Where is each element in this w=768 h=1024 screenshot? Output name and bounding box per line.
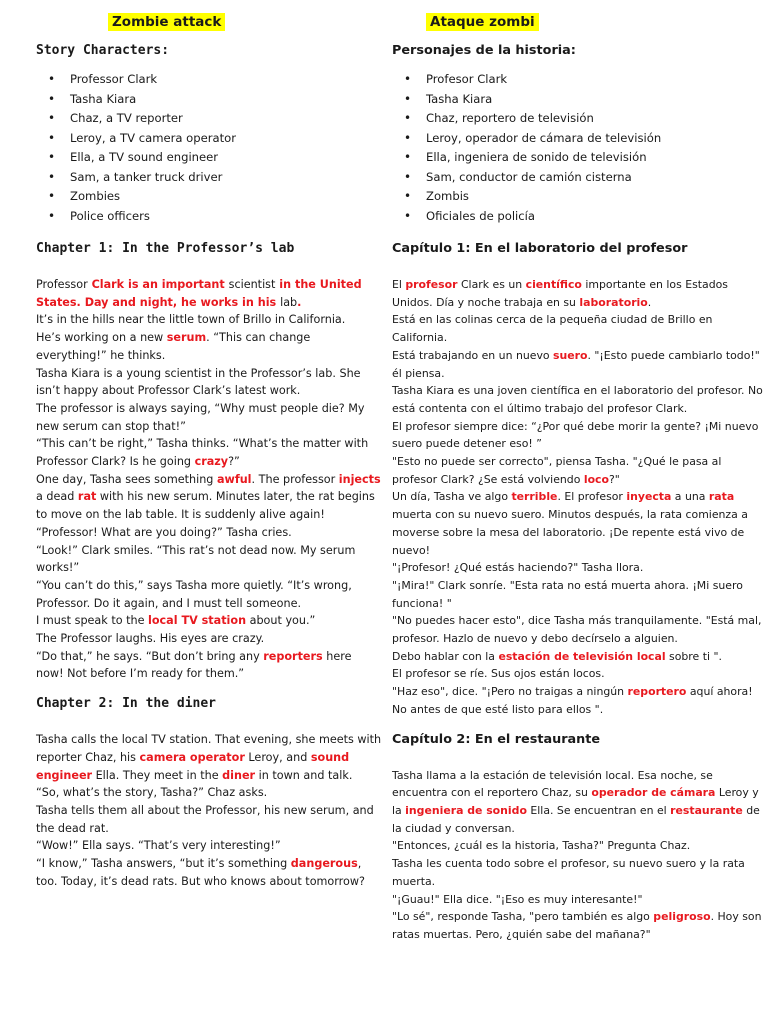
story-line [36, 471, 382, 524]
story-line [392, 559, 764, 577]
story-text: "Haz eso", dice. "¡Pero no traigas a ningún [392, 685, 628, 699]
story-text: “I know,” Tasha answers, “but it’s something [36, 857, 291, 871]
keyword: in the United States. Day and night, he works in his [36, 278, 362, 309]
spanish-column [392, 0, 764, 944]
spanish-chapter1-heading: Capítulo 1: En el laboratorio del profesor [392, 241, 688, 256]
story-text: Está en las colinas cerca de la pequeña ciudad de Brillo en California. [392, 313, 713, 345]
story-text: ?" [609, 472, 620, 486]
keyword: terrible [511, 490, 558, 504]
keyword: restaurante [670, 803, 743, 817]
story-text: One day, Tasha sees something [36, 472, 217, 486]
story-line [392, 311, 764, 346]
story-line [392, 577, 764, 612]
character-item: • Leroy, a TV camera operator [36, 129, 382, 149]
story-text: . Hoy son ratas muertas. Pero, ¿quién sabe del mañana?" [392, 910, 762, 941]
story-text: "¡Guau!" Ella dice. "¡Eso es muy interesante!" [392, 892, 643, 906]
story-line [36, 577, 382, 612]
english-chapter1-heading: Chapter 1: In the Professor’s lab [36, 241, 295, 256]
keyword: profesor [405, 278, 458, 291]
english-chapter2-text [36, 731, 382, 890]
story-text: Professor [36, 278, 88, 291]
story-line [36, 524, 382, 542]
keyword: rat [77, 490, 97, 504]
story-text: Tasha llama a la estación de televisión local. Esa noche, se encuentra con el reportero Chaz, su [392, 768, 713, 800]
story-text: El profesor se ríe. Sus ojos están locos. [392, 667, 605, 681]
story-text: "¡Profesor! ¿Qué estás haciendo?" Tasha llora. [392, 561, 644, 575]
character-item: • Ella, a TV sound engineer [36, 148, 382, 168]
spanish-characters-heading: Personajes de la historia: [392, 43, 576, 58]
keyword: reporters [263, 649, 323, 663]
keyword: operador de cámara [591, 786, 716, 800]
character-item: • Police officers [36, 207, 382, 227]
story-text: sobre ti ". [665, 649, 722, 663]
story-text: "No puedes hacer esto", dice Tasha más tranquilamente. "Está mal, profesor. Hazlo de nuevo y debo decírselo a alguien. [392, 614, 762, 646]
spanish-character-list [392, 70, 764, 226]
story-text: “This can’t be right,” Tasha thinks. “What’s the matter with Professor Clark? Is he going [36, 437, 369, 469]
story-text: El [392, 278, 406, 291]
story-line [36, 365, 382, 400]
story-line [36, 276, 382, 311]
story-text: The professor is always saying, “Why must people die? My new serum can stop that!” [36, 401, 365, 433]
character-item: • Zombis [392, 187, 764, 207]
story-text: The Professor laughs. His eyes are crazy. [36, 632, 265, 646]
story-text: Ella. Se encuentran en el [526, 803, 671, 817]
story-line [392, 612, 764, 647]
character-item: • Tasha Kiara [392, 90, 764, 110]
story-line [36, 329, 382, 364]
story-text: in town and talk. [255, 768, 353, 782]
keyword: estación de televisión local [498, 649, 666, 663]
keyword: científico [525, 278, 582, 291]
story-line [392, 665, 764, 683]
keyword: Clark is an important [87, 278, 229, 291]
character-item: • Sam, a tanker truck driver [36, 168, 382, 188]
keyword: injects [338, 472, 381, 486]
story-line [36, 784, 382, 802]
story-line [392, 908, 764, 943]
story-text: It’s in the hills near the little town of Brillo in California. [36, 313, 346, 327]
character-item: • Leroy, operador de cámara de televisión [392, 129, 764, 149]
english-characters-heading: Story Characters: [36, 43, 170, 58]
keyword: peligroso [653, 910, 711, 924]
story-line [392, 488, 764, 559]
story-line [392, 418, 764, 453]
keyword: inyecta [626, 490, 672, 504]
story-line [392, 891, 764, 909]
story-text: Está trabajando en un nuevo [392, 348, 554, 362]
story-text: I must speak to the [36, 614, 149, 628]
character-item: • Professor Clark [36, 70, 382, 90]
story-line [392, 683, 764, 718]
story-line [392, 837, 764, 855]
story-line [36, 837, 382, 855]
story-text: Un día, Tasha ve algo [392, 490, 512, 504]
keyword: loco [583, 472, 609, 486]
keyword: rata [708, 490, 735, 504]
story-text: Clark es un [457, 278, 526, 291]
character-item: • Chaz, reportero de televisión [392, 109, 764, 129]
english-chapter2-heading: Chapter 2: In the diner [36, 696, 217, 712]
story-text: Ella. They meet in the [92, 768, 223, 782]
story-text: here now! Not before I’m ready for them.” [36, 649, 352, 681]
story-text: “Do that,” he says. “But don’t bring any [36, 649, 264, 663]
story-text: ?” [228, 455, 240, 469]
story-text: importante en los Estados Unidos. Día y noche trabaja en su [392, 278, 728, 309]
keyword: camera operator [139, 750, 245, 764]
story-text: Tasha Kiara es una joven científica en el laboratorio del profesor. No está contenta con el último trabajo del profesor Clark. [392, 384, 763, 415]
story-text: “Look!” Clark smiles. “This rat’s not dead now. My serum works!” [36, 543, 356, 575]
story-text: a dead [36, 490, 78, 504]
story-line [36, 731, 382, 784]
story-line [392, 855, 764, 890]
story-text: He’s working on a new [36, 331, 167, 345]
story-text: "¡Mira!" Clark sonríe. "Esta rata no está muerta ahora. ¡Mi suero funciona! " [392, 578, 743, 610]
story-line [392, 453, 764, 488]
story-line [36, 855, 382, 890]
story-text: “Wow!” Ella says. “That’s very interesting!” [36, 839, 281, 853]
story-text: “Professor! What are you doing?” Tasha cries. [36, 525, 292, 539]
story-line [36, 648, 382, 683]
story-line [392, 382, 764, 417]
story-text: about you.” [246, 614, 316, 628]
story-text: "Lo sé", responde Tasha, "pero también es algo [392, 910, 654, 924]
story-line [36, 612, 382, 630]
story-text: Debo hablar con la [392, 649, 499, 663]
english-character-list [36, 70, 382, 226]
story-line [36, 311, 382, 329]
story-text: Tasha calls the local TV station. That evening, she meets with reporter Chaz, his [36, 733, 382, 764]
english-chapter1-text [36, 276, 382, 683]
story-text: lab [280, 295, 298, 309]
character-item: • Sam, conductor de camión cisterna [392, 168, 764, 188]
english-column [36, 0, 382, 891]
keyword: crazy [194, 455, 229, 469]
keyword: serum [166, 331, 207, 345]
spanish-chapter2-text [392, 767, 764, 944]
keyword: laboratorio [579, 295, 648, 309]
story-text: Tasha les cuenta todo sobre el profesor, su nuevo suero y la rata muerta. [392, 857, 745, 888]
story-text: . "¡Esto puede cambiarlo todo!" él piensa. [392, 348, 760, 380]
story-line [36, 435, 382, 470]
story-text: . El profesor [557, 490, 627, 504]
spanish-chapter2-heading: Capítulo 2: En el restaurante [392, 731, 601, 747]
character-item: • Tasha Kiara [36, 90, 382, 110]
story-text: "Entonces, ¿cuál es la historia, Tasha?" Pregunta Chaz. [392, 839, 691, 853]
story-line [36, 802, 382, 837]
story-text: El profesor siempre dice: “¿Por qué debe morir la gente? ¡Mi nuevo suero puede detener eso! ” [392, 419, 759, 451]
keyword: reportero [627, 685, 687, 699]
story-text: Leroy y la [392, 786, 759, 817]
story-text: Tasha tells them all about the Professor, his new serum, and the dead rat. [36, 803, 374, 835]
story-text: scientist [228, 278, 276, 291]
story-text: "Esto no puede ser correcto", piensa Tasha. "¿Qué le pasa al profesor Clark? ¿Se está volviendo [392, 455, 722, 486]
story-text: “So, what’s the story, Tasha?” Chaz asks. [36, 786, 268, 800]
story-line [36, 542, 382, 577]
character-item: • Oficiales de policía [392, 207, 764, 227]
story-line [392, 648, 764, 666]
story-line [36, 400, 382, 435]
story-text: muerta con su nuevo suero. Minutos después, la rata comienza a moverse sobre la mesa del laboratorio. ¡De repente está vivo de nuevo! [392, 508, 748, 557]
character-item: • Profesor Clark [392, 70, 764, 90]
keyword: . [297, 295, 302, 309]
keyword: local TV station [148, 614, 247, 628]
keyword: sound engineer [36, 750, 350, 782]
story-text: . “This can change everything!” he thinks. [36, 331, 311, 362]
keyword: diner [222, 768, 256, 782]
character-item: • Ella, ingeniera de sonido de televisión [392, 148, 764, 168]
keyword: suero [553, 348, 588, 362]
story-text: Leroy, and [244, 750, 311, 764]
story-text: aquí ahora! No antes de que esté listo para ellos ". [392, 685, 753, 716]
spanish-chapter1-text [392, 276, 764, 719]
story-line [392, 347, 764, 382]
character-item: • Zombies [36, 187, 382, 207]
keyword: dangerous [290, 857, 358, 871]
story-line [36, 630, 382, 648]
story-text: Tasha Kiara is a young scientist in the Professor’s lab. She isn’t happy about Professor Clark’s latest work. [36, 366, 361, 398]
story-text: “You can’t do this,” says Tasha more quietly. “It’s wrong, Professor. Do it again, and I must tell someone. [36, 578, 352, 610]
story-line [392, 276, 764, 311]
keyword: ingeniera de sonido [405, 803, 527, 817]
english-title: Zombie attack [108, 13, 225, 31]
keyword: awful [216, 472, 252, 486]
spanish-title: Ataque zombi [426, 13, 539, 31]
story-text: , too. Today, it’s dead rats. But who knows about tomorrow? [36, 857, 365, 888]
story-text: . The professor [251, 472, 339, 486]
story-text: . [647, 295, 652, 309]
character-item: • Chaz, a TV reporter [36, 109, 382, 129]
story-text: de la ciudad y conversan. [392, 803, 760, 835]
story-line [392, 767, 764, 838]
story-text: with his new serum. Minutes later, the rat begins to move on the lab table. It is suddenly alive again! [36, 490, 375, 522]
story-text: a una [671, 490, 709, 504]
